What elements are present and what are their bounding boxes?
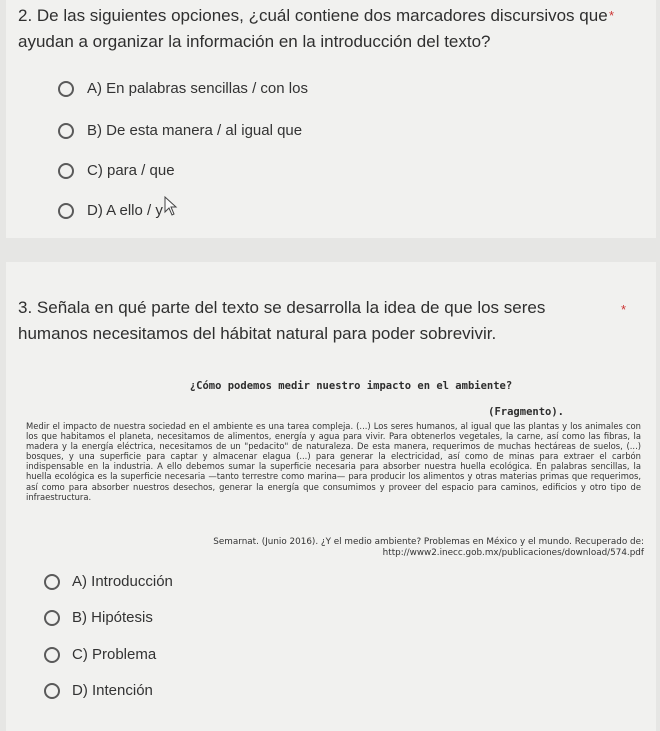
q3-option-b[interactable] xyxy=(44,609,153,626)
q2-option-d-label: D) A ello / y xyxy=(87,202,163,219)
question-2-card xyxy=(6,0,656,238)
radio-button[interactable] xyxy=(44,683,60,699)
radio-button[interactable] xyxy=(58,123,74,139)
q3-option-b-label: B) Hipótesis xyxy=(72,609,153,626)
q3-option-a[interactable] xyxy=(44,573,173,590)
citation-line-1: Semarnat. (Junio 2016). ¿Y el medio ambiente? Problemas en México y el mundo. Recuperado de: xyxy=(213,537,644,547)
excerpt-fragment-label: (Fragmento). xyxy=(488,406,564,418)
citation-url: http://www2.inecc.gob.mx/publicaciones/download/574.pdf xyxy=(382,548,644,558)
excerpt-title: ¿Cómo podemos medir nuestro impacto en el ambiente? xyxy=(189,380,513,392)
q2-option-b-label: B) De esta manera / al igual que xyxy=(87,122,303,139)
q2-option-d[interactable] xyxy=(58,202,163,219)
required-asterisk: * xyxy=(608,8,614,23)
question-2-text: 2. De las siguientes opciones, ¿cuál contiene dos marcadores discursivos que ayudan a organizar la información en la introducción del texto? xyxy=(18,6,608,51)
radio-button[interactable] xyxy=(44,574,60,590)
q2-option-a[interactable] xyxy=(58,80,308,97)
radio-button[interactable] xyxy=(58,203,74,219)
q3-option-d[interactable] xyxy=(44,682,153,699)
q2-option-c-label: C) para / que xyxy=(87,162,175,179)
q3-option-a-label: A) Introducción xyxy=(72,573,173,590)
q2-option-b[interactable] xyxy=(58,122,302,139)
required-asterisk: * xyxy=(620,302,626,317)
radio-button[interactable] xyxy=(58,163,74,179)
q3-option-c-label: C) Problema xyxy=(72,646,157,663)
question-3-text: 3. Señala en qué parte del texto se desarrolla la idea de que los seres humanos necesitamos del hábitat natural para poder sobrevivir. xyxy=(18,298,546,343)
mouse-pointer-icon xyxy=(164,196,178,216)
q3-option-c[interactable] xyxy=(44,646,156,663)
excerpt-body: Medir el impacto de nuestra sociedad en el ambiente es una tarea compleja. (...) Los seres humanos, al igual que las plantas y los animales con los que habitamos el planeta, necesitamos de alimentos, energía y agua para vivir. Para obtenerlos vegetales, la carne, así como las fibras, la madera y la energía eléctrica, necesitamos de un "pedacito" de naturaleza. De esta manera, requerimos de muchas hectáreas de suelos, (...) bosques, y una superficie para captar y almacenar elagua (...) para generar la electricidad, así como de minas para extraer el carbón indispensable en la industria. A ello debemos sumar la superficie necesaria para absorber nuestra huella ecológica. En palabras sencillas, la huella ecológica es la superficie necesaria —tanto terrestre como marina— para producir los alimentos y otras materias primas que requerimos, así como para absorber nuestros desechos, generar la energía que consumimos y proveer del espacio para caminos, edificios y otro tipo de infraestructura. xyxy=(26,421,641,502)
radio-button[interactable] xyxy=(58,81,74,97)
radio-button[interactable] xyxy=(44,647,60,663)
radio-button[interactable] xyxy=(44,610,60,626)
q2-option-a-label: A) En palabras sencillas / con los xyxy=(87,80,308,97)
q2-option-c[interactable] xyxy=(58,162,175,179)
excerpt-citation xyxy=(124,537,644,559)
question-3-card xyxy=(6,262,656,731)
q3-option-d-label: D) Intención xyxy=(72,682,153,699)
